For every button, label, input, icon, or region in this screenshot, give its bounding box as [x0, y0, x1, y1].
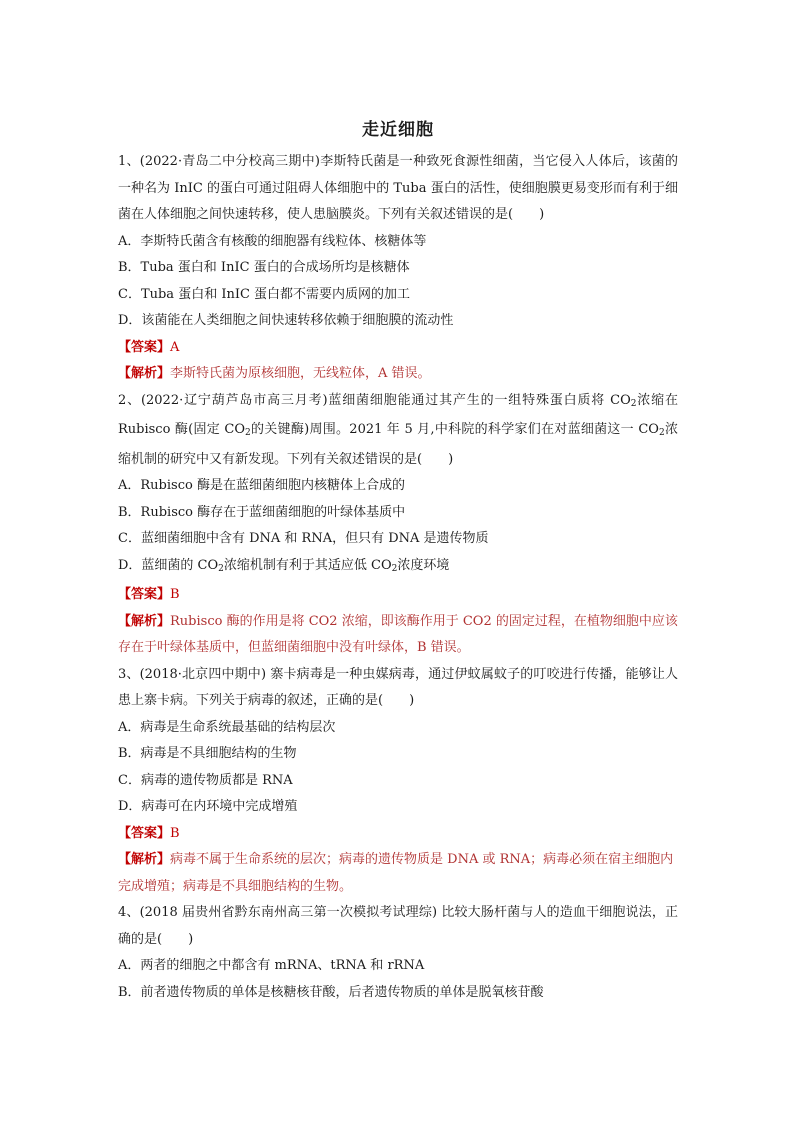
answer-line — [118, 582, 678, 609]
answer-value: B — [170, 587, 180, 602]
option-b: B．Rubisco 酶存在于蓝细菌细胞的叶绿体基质中 — [118, 504, 406, 520]
question-2 — [118, 388, 678, 662]
option-d — [118, 553, 678, 583]
subscript: 2 — [245, 428, 251, 438]
option-b: B．病毒是不具细胞结构的生物 — [118, 746, 297, 761]
option-d: D．该菌能在人类细胞之间快速转移依赖于细胞膜的流动性 — [118, 313, 454, 328]
question-stem: 4、(2018 届贵州省黔东南州高三第一次模拟考试理综) 比较大肠杆菌与人的造血干细胞说法，正确的是( ) — [118, 905, 678, 947]
analysis-line — [118, 609, 678, 662]
option-a: A．病毒是生命系统最基础的结构层次 — [118, 719, 336, 735]
answer-tag: 【答案】 — [118, 339, 171, 355]
analysis-text: 病毒不属于生命系统的层次；病毒的遗传物质是 DNA 或 RNA；病毒必须在宿主细胞内完成增殖；病毒是不具细胞结构的生物。 — [118, 852, 674, 894]
option-c: C．Tuba 蛋白和 InIC 蛋白都不需要内质网的加工 — [118, 286, 411, 302]
question-3 — [118, 662, 678, 901]
question-4 — [118, 900, 678, 1006]
analysis-tag: 【解析】 — [118, 852, 171, 867]
answer-line — [118, 821, 678, 848]
analysis-tag: 【解析】 — [118, 366, 171, 381]
option-b: B．Tuba 蛋白和 InIC 蛋白的合成场所均是核糖体 — [118, 260, 410, 275]
subscript: 2 — [391, 563, 398, 574]
analysis-text: Rubisco 酶的作用是将 CO2 浓缩，即该酶作用于 CO2 的固定过程，在植物细胞中应该存在于叶绿体基质中，但蓝细菌细胞中没有叶绿体，B 错误。 — [118, 613, 678, 655]
option-c: C．病毒的遗传物质都是 RNA — [118, 772, 293, 788]
document-page — [118, 118, 678, 1006]
option-a: A．两者的细胞之中都含有 mRNA、tRNA 和 rRNA — [118, 958, 425, 973]
stem-part: 浓缩机制的研究中又有新发现。下列有关叙述错误的是( ) — [118, 422, 678, 467]
analysis-line — [118, 847, 678, 900]
option-a: A．李斯特氏菌含有核酸的细胞器有线粒体、核糖体等 — [118, 233, 427, 249]
question-1 — [118, 149, 678, 388]
answer-line — [118, 335, 678, 362]
answer-value: A — [170, 339, 180, 355]
analysis-line — [118, 361, 678, 388]
stem-part: 的关键酶)周围。2021 年 5 月,中科院的科学家们在对蓝细菌这一 CO — [250, 422, 659, 437]
analysis-text: 李斯特氏菌为原核细胞，无线粒体，A 错误。 — [170, 366, 431, 381]
answer-value: B — [170, 825, 180, 841]
question-stem: 1、(2022·青岛二中分校高三期中)李斯特氏菌是一种致死食源性细菌，当它侵入人体后，该菌的一种名为 InIC 的蛋白可通过阻碍人体细胞中的 Tuba 蛋白的活性，使细胞膜更易变形而有利于细菌在人体细胞之间快速转移，使人患脑膜炎。下列有关叙述错误的是( ) — [118, 154, 678, 222]
option-part: 浓缩机制有利于其适应低 CO — [223, 557, 392, 573]
answer-tag: 【答案】 — [118, 587, 171, 602]
document-title: 走近细胞 — [362, 120, 434, 140]
stem-part: 浓缩在 Rubisco 酶(固定 CO — [118, 392, 678, 437]
option-a: A．Rubisco 酶是在蓝细菌细胞内核糖体上合成的 — [118, 478, 405, 493]
subscript: 2 — [658, 428, 665, 438]
option-part: D．蓝细菌的 CO — [118, 557, 219, 573]
option-c: C．蓝细菌细胞中含有 DNA 和 RNA，但只有 DNA 是遗传物质 — [118, 531, 489, 546]
subscript: 2 — [218, 563, 224, 574]
answer-tag: 【答案】 — [118, 825, 171, 841]
option-d: D．病毒可在内环境中完成增殖 — [118, 799, 298, 814]
option-part: 浓度环境 — [397, 557, 450, 573]
option-b: B．前者遗传物质的单体是核糖核苷酸，后者遗传物质的单体是脱氧核苷酸 — [118, 984, 544, 1000]
subscript: 2 — [630, 398, 637, 409]
question-stem: 3、(2018·北京四中期中) 寨卡病毒是一种虫媒病毒，通过伊蚊属蚊子的叮咬进行传播，能够让人患上寨卡病。下列关于病毒的叙述，正确的是( ) — [118, 666, 678, 708]
analysis-tag: 【解析】 — [118, 613, 171, 629]
stem-part: 2、(2022·辽宁葫芦岛市高三月考)蓝细菌细胞能通过其产生的一组特殊蛋白质将 CO — [118, 392, 631, 408]
question-stem — [118, 388, 678, 474]
